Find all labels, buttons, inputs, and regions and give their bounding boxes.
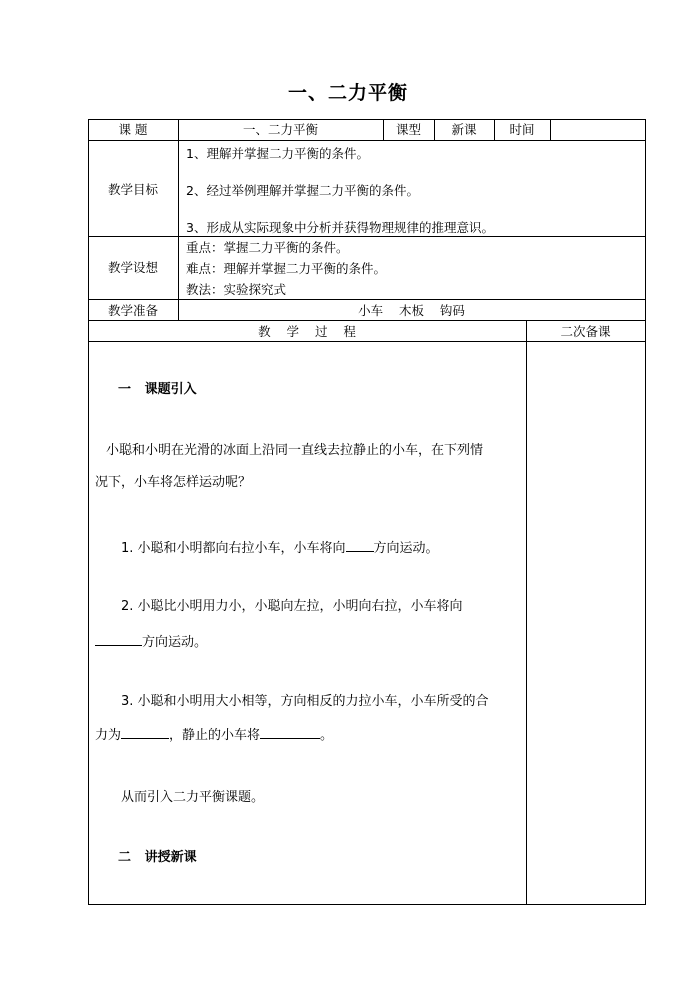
goal-item: 3、形成从实际现象中分析并获得物理规律的推理意识。 [186, 220, 494, 235]
topic-label: 课 题 [118, 122, 148, 137]
type-value: 新课 [451, 122, 477, 137]
question-3: 3. 小聪和小明用大小相等，方向相反的力拉小车，小车所受的合 [121, 694, 489, 709]
question-1 [121, 538, 439, 557]
design-item: 重点：掌握二力平衡的条件。 [186, 240, 349, 255]
answer-blank [346, 538, 374, 552]
prep-value: 小车 木板 钩码 [358, 303, 465, 318]
goal-item: 2、经过举例理解并掌握二力平衡的条件。 [186, 183, 419, 198]
label-column-divider [178, 119, 179, 320]
section-heading: 一 课题引入 [118, 382, 197, 397]
intro-text: 况下，小车将怎样运动呢？ [95, 475, 252, 490]
question-2: 2. 小聪比小明用力小，小聪向左拉，小明向右拉，小车将向 [121, 599, 463, 614]
side-header: 二次备课 [560, 324, 611, 339]
answer-blank [95, 632, 142, 646]
time-label: 时间 [509, 122, 535, 137]
topic-value: 一、二力平衡 [242, 122, 318, 137]
page-title: 一、二力平衡 [287, 82, 408, 104]
side-column-divider [526, 320, 527, 904]
section-heading: 二 讲授新课 [118, 850, 197, 865]
question-1-text: 1. 小聪和小明都向右拉小车，小车将向 [121, 541, 346, 556]
answer-blank [260, 725, 320, 739]
goal-item: 1、理解并掌握二力平衡的条件。 [186, 146, 369, 161]
question-3-text-mid: ，静止的小车将 [169, 728, 261, 743]
row-divider [88, 140, 646, 141]
table-border-top [88, 119, 646, 120]
answer-blank [121, 725, 169, 739]
table-border-left [88, 119, 89, 904]
prep-label: 教学准备 [107, 303, 158, 318]
design-item: 教法：实验探究式 [186, 282, 287, 297]
question-2-cont [95, 632, 207, 651]
table-border-bottom [88, 904, 646, 905]
row-divider [88, 236, 646, 237]
design-label: 教学设想 [107, 260, 158, 275]
intro-text: 小聪和小明在光滑的冰面上沿同一直线去拉静止的小车，在下列情 [106, 443, 484, 458]
question-2-text-end: 方向运动。 [142, 635, 208, 650]
design-item: 难点：理解并掌握二力平衡的条件。 [186, 261, 387, 276]
question-3-cont [95, 725, 333, 744]
row-divider [88, 299, 646, 300]
question-3-text-end: 。 [320, 728, 334, 743]
conclusion-text: 从而引入二力平衡课题。 [121, 790, 265, 805]
type-label: 课型 [395, 122, 421, 137]
question-1-text-end: 方向运动。 [373, 541, 439, 556]
row-divider [88, 320, 646, 321]
question-3-text: 力为 [95, 728, 122, 743]
row-divider [88, 341, 646, 342]
header-cell-divider [550, 119, 551, 140]
goals-label: 教学目标 [107, 182, 158, 197]
process-header: 教 学 过 程 [258, 324, 356, 339]
table-border-right [645, 119, 646, 904]
